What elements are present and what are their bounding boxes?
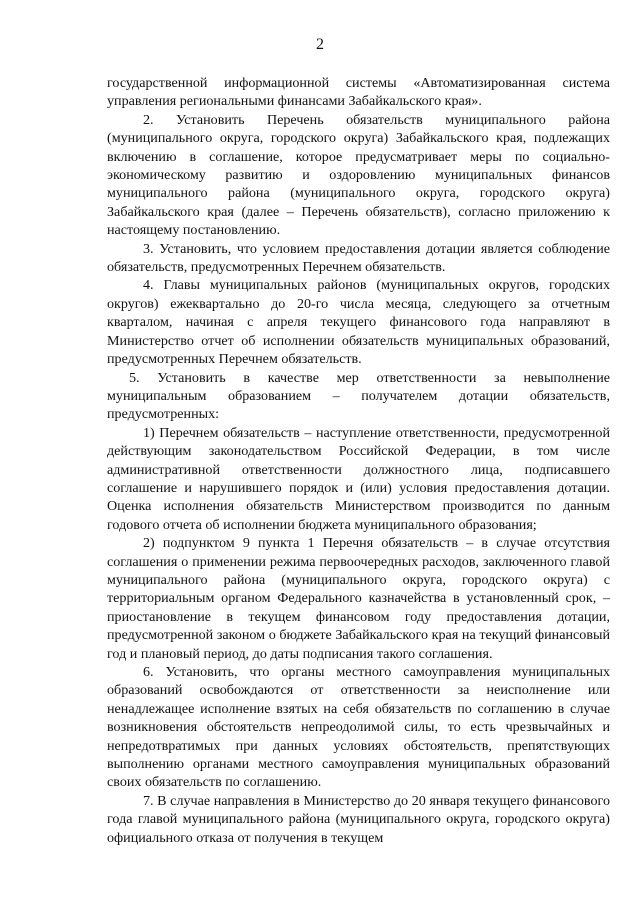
paragraph-subitem-2: 2) подпунктом 9 пункта 1 Перечня обязательств – в случае отсутствия соглашения о применении режима первоочередных расходов, заключенного главой муниципального района (муниципального округа, городского округа) с территориальным органом Федерального казначейства в установленный срок, – приостановление в текущем финансовом году предоставления дотации, предусмотренной законом о бюджете Забайкальского края на текущий финансовый год и плановый период, до даты подписания такого соглашения.: [107, 535, 610, 662]
page-number: 2: [316, 36, 324, 53]
document-body: [107, 74, 610, 847]
paragraph-item-6: 6. Установить, что органы местного самоуправления муниципальных образований освобождаются от ответственности за неисполнение или ненадлежащее исполнение взятых на себя обязательств по соглашению в случае возникновения обстоятельств непреодолимой силы, то есть чрезвычайных и непредотвратимых при данных условиях обстоятельств, препятствующих выполнению органами местного самоуправления муниципальных образований своих обязательств по соглашению.: [107, 664, 610, 791]
paragraph-item-5: 5. Установить в качестве мер ответственности за невыполнение муниципальным образованием – получателем дотации обязательств, предусмотренных:: [107, 369, 610, 423]
paragraph-item-4: 4. Главы муниципальных районов (муниципальных округов, городских округов) ежеквартально до 20-го числа месяца, следующего за отчетным кварталом, начиная с апреля текущего финансового года направляют в Министерство отчет об исполнении обязательств муниципальных образований, предусмотренных Перечнем обязательств.: [107, 277, 610, 368]
paragraph-item-7: 7. В случае направления в Министерство до 20 января текущего финансового года главой муниципального района (муниципального округа, городского округа) официального отказа от получения в текущем: [107, 792, 610, 846]
paragraph-item-3: 3. Установить, что условием предоставления дотации является соблюдение обязательств, предусмотренных Перечнем обязательств.: [107, 240, 610, 276]
paragraph-continuation: государственной информационной системы «Автоматизированная система управления региональными финансами Забайкальского края».: [107, 75, 610, 110]
paragraph-item-2: 2. Установить Перечень обязательств муниципального района (муниципального округа, городского округа) Забайкальского края, подлежащих включению в соглашение, которое предусматривает меры по социально-экономическому развитию и оздоровлению муниципальных финансов муниципального района (муниципального округа, городского округа) Забайкальского края (далее – Перечень обязательств), согласно приложению к настоящему постановлению.: [107, 111, 610, 239]
paragraph-subitem-1: 1) Перечнем обязательств – наступление ответственности, предусмотренной действующим законодательством Российской Федерации, в том числе административной ответственности должностного лица, подписавшего соглашение и нарушившего порядок и (или) условия предоставления дотации. Оценка исполнения обязательств Министерством производится по данным годового отчета об исполнении бюджета муниципального образования;: [107, 424, 610, 533]
